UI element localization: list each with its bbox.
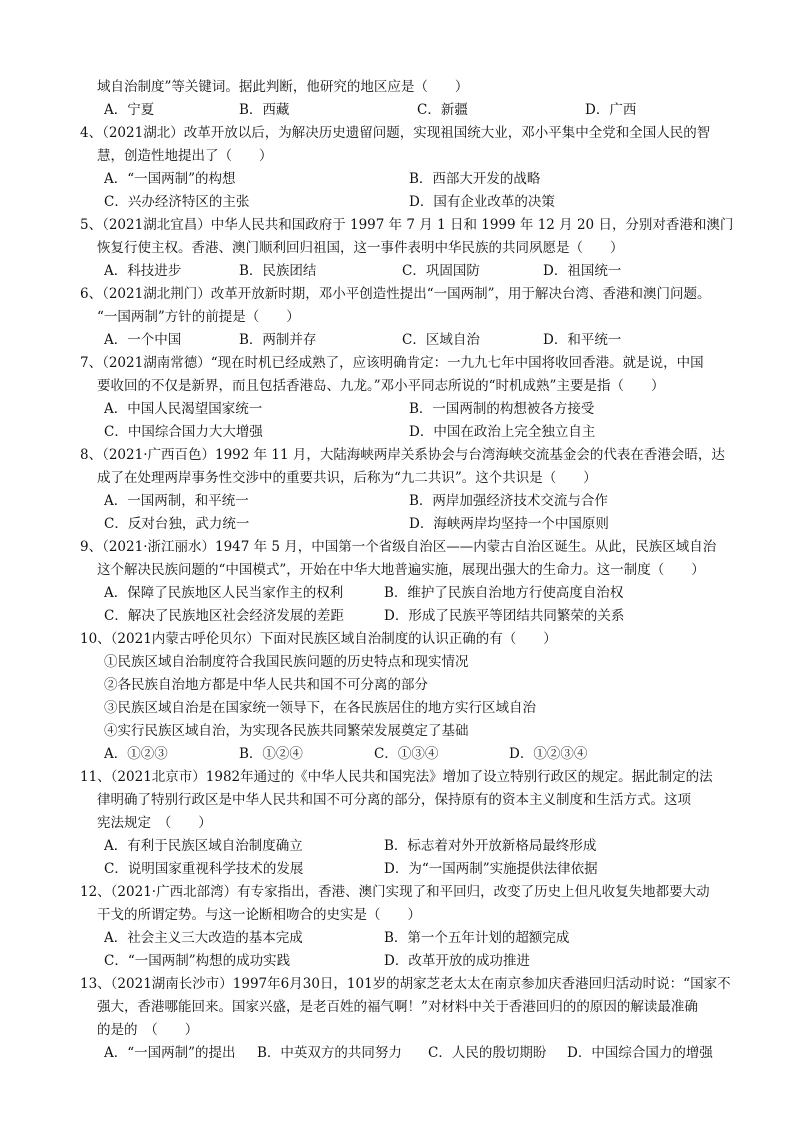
- q10-statement-1: ①民族区域自治制度符合我国民族问题的历史特点和现实情况: [104, 654, 469, 670]
- q13-option-b[interactable]: B．中英双方的共同努力: [257, 1045, 402, 1061]
- q7-option-c[interactable]: C．中国综合国力大大增强: [104, 424, 263, 440]
- q12-stem-line-2: 干戈的所谓定势。与这一论断相吻合的史实是（ ）: [97, 907, 421, 923]
- q9-option-d[interactable]: D．形成了民族平等团结共同繁荣的关系: [384, 608, 625, 624]
- q7-option-a[interactable]: A．中国人民渴望国家统一: [104, 401, 263, 417]
- q11-stem-line-3: 宪法规定 （ ）: [97, 815, 212, 831]
- q8-option-d[interactable]: D．海峡两岸均坚持一个中国原则: [409, 516, 609, 532]
- q8-option-c[interactable]: C．反对台独，武力统一: [104, 516, 250, 532]
- q10-statement-4: ④实行民族区域自治，为实现各民族共同繁荣发展奠定了基础: [104, 723, 469, 739]
- q10-statement-3: ③民族区域自治是在国家统一领导下，在各民族居住的地方实行区域自治: [104, 700, 536, 716]
- q6-option-d[interactable]: D．和平统一: [543, 332, 622, 348]
- q8-option-a[interactable]: A．一国两制，和平统一: [104, 493, 249, 509]
- q13-option-c[interactable]: C．人民的殷切期盼: [428, 1045, 547, 1061]
- q6-option-c[interactable]: C．区域自治: [402, 332, 480, 348]
- q5-stem-line-1: 5、（2021湖北宜昌）中华人民共和国政府于 1997 年 7 月 1 日和 1999 年 12 月 20 日，分别对香港和澳门: [80, 217, 734, 233]
- q4-stem-line-2: 慧，创造性地提出了（ ）: [97, 148, 273, 164]
- q7-stem-line-1: 7、（2021湖南常德）“现在时机已经成熟了，应该明确肯定：一九九七年中国将收回香港。就是说，中国: [80, 355, 704, 371]
- q12-stem-line-1: 12、（2021·广西北部湾）有专家指出，香港、澳门实现了和平回归，改变了历史上但凡收复失地都要大动: [80, 884, 710, 900]
- q5-option-a[interactable]: A．科技进步: [104, 263, 182, 279]
- q3-option-c[interactable]: C．新疆: [417, 102, 468, 118]
- q7-stem-line-2: 要收回的不仅是新界，而且包括香港岛、九龙。”邓小平同志所说的“时机成熟”主要是指（ ）: [97, 378, 665, 394]
- q7-option-d[interactable]: D．中国在政治上完全独立自主: [409, 424, 596, 440]
- q12-option-a[interactable]: A．社会主义三大改造的基本完成: [104, 930, 303, 946]
- q4-option-c[interactable]: C．兴办经济特区的主张: [104, 194, 250, 210]
- q5-option-d[interactable]: D．祖国统一: [543, 263, 622, 279]
- q11-option-d[interactable]: D．为“一国两制”实施提供法律依据: [384, 861, 598, 877]
- q6-option-b[interactable]: B．两制并存: [239, 332, 317, 348]
- q6-stem-line-1: 6、（2021湖北荆门）改革开放新时期，邓小平创造性提出“一国两制”，用于解决台湾、香港和澳门问题。: [80, 286, 711, 302]
- q11-option-a[interactable]: A．有利于民族区域自治制度确立: [104, 838, 303, 854]
- q9-stem-line-2: 这个解决民族问题的“中国模式”，开始在中华大地普遍实施，展现出强大的生命力。这一制度（ ）: [97, 562, 705, 578]
- q13-option-a[interactable]: A．“一国两制”的提出: [104, 1045, 236, 1061]
- q13-stem-line-1: 13、（2021湖南长沙市）1997年6月30日，101岁的胡家芝老太太在南京参加庆香港回归活动时说：“国家不: [80, 976, 731, 992]
- q3-option-b[interactable]: B．西藏: [239, 102, 290, 118]
- q10-statement-2: ②各民族自治地方都是中华人民共和国不可分离的部分: [104, 677, 428, 693]
- q11-stem-line-1: 11、（2021北京市）1982年通过的《中华人民共和国宪法》增加了设立特别行政区的规定。据此制定的法: [80, 769, 713, 785]
- q10-stem-line-1: 10、（2021内蒙古呼伦贝尔）下面对民族区域自治制度的认识正确的有（ ）: [80, 631, 557, 647]
- q11-option-c[interactable]: C．说明国家重视科学技术的发展: [104, 861, 304, 877]
- q10-option-a[interactable]: A．①②③: [104, 746, 168, 762]
- q13-option-d[interactable]: D．中国综合国力的增强: [567, 1045, 713, 1061]
- q5-option-b[interactable]: B．民族团结: [239, 263, 317, 279]
- q11-stem-line-2: 律明确了特别行政区是中华人民共和国不可分离的部分，保持原有的资本主义制度和生活方式。这项: [97, 792, 691, 808]
- q12-option-b[interactable]: B．第一个五年计划的超额完成: [384, 930, 570, 946]
- q10-option-b[interactable]: B．①②④: [239, 746, 303, 762]
- q10-option-d[interactable]: D．①②③④: [509, 746, 588, 762]
- q5-option-c[interactable]: C．巩固国防: [402, 263, 480, 279]
- q3-text-line: 域自治制度”等关键词。据此判断，他研究的地区应是（ ）: [97, 79, 469, 95]
- q7-option-b[interactable]: B．一国两制的构想被各方接受: [409, 401, 595, 417]
- q8-stem-line-1: 8、（2021·广西百色）1992 年 11 月，大陆海峡两岸关系协会与台湾海峡交流基金会的代表在香港会晤，达: [80, 447, 725, 463]
- q8-option-b[interactable]: B．两岸加强经济技术交流与合作: [409, 493, 608, 509]
- q10-option-c[interactable]: C．①③④: [374, 746, 439, 762]
- q12-option-c[interactable]: C．“一国两制”构想的成功实践: [104, 953, 291, 969]
- q13-stem-line-3: 的是的 （ ）: [97, 1022, 199, 1038]
- q3-option-a[interactable]: A．宁夏: [104, 102, 155, 118]
- q4-stem-line-1: 4、（2021湖北）改革开放以后，为解决历史遗留问题，实现祖国统大业，邓小平集中全党和全国人民的智: [80, 125, 711, 141]
- q9-option-c[interactable]: C．解决了民族地区社会经济发展的差距: [104, 608, 344, 624]
- q4-option-b[interactable]: B．西部大开发的战略: [409, 171, 541, 187]
- q6-option-a[interactable]: A．一个中国: [104, 332, 182, 348]
- q3-option-d[interactable]: D．广西: [585, 102, 637, 118]
- q5-stem-line-2: 恢复行使主权。香港、澳门顺利回归祖国，这一事件表明中华民族的共同夙愿是（ ）: [97, 240, 624, 256]
- q6-stem-line-2: “一国两制”方针的前提是（ ）: [97, 309, 300, 325]
- q9-option-a[interactable]: A．保障了民族地区人民当家作主的权利: [104, 585, 344, 601]
- q13-stem-line-2: 强大，香港哪能回来。国家兴盛，是老百姓的福气啊！”对材料中关于香港回归的的原因的解读最准确: [97, 999, 698, 1015]
- q8-stem-line-2: 成了在处理两岸事务性交涉中的重要共识，后称为“九二共识”。这个共识是（ ）: [97, 470, 597, 486]
- q4-option-a[interactable]: A．“一国两制”的构想: [104, 171, 236, 187]
- q9-option-b[interactable]: B．维护了民族自治地方行使高度自治权: [384, 585, 624, 601]
- q12-option-d[interactable]: D．改革开放的成功推进: [384, 953, 530, 969]
- q11-option-b[interactable]: B．标志着对外开放新格局最终形成: [384, 838, 597, 854]
- q4-option-d[interactable]: D．国有企业改革的决策: [409, 194, 555, 210]
- q9-stem-line-1: 9、（2021·浙江丽水）1947 年 5 月，中国第一个省级自治区——内蒙古自治区诞生。从此，民族区域自治: [80, 539, 717, 555]
